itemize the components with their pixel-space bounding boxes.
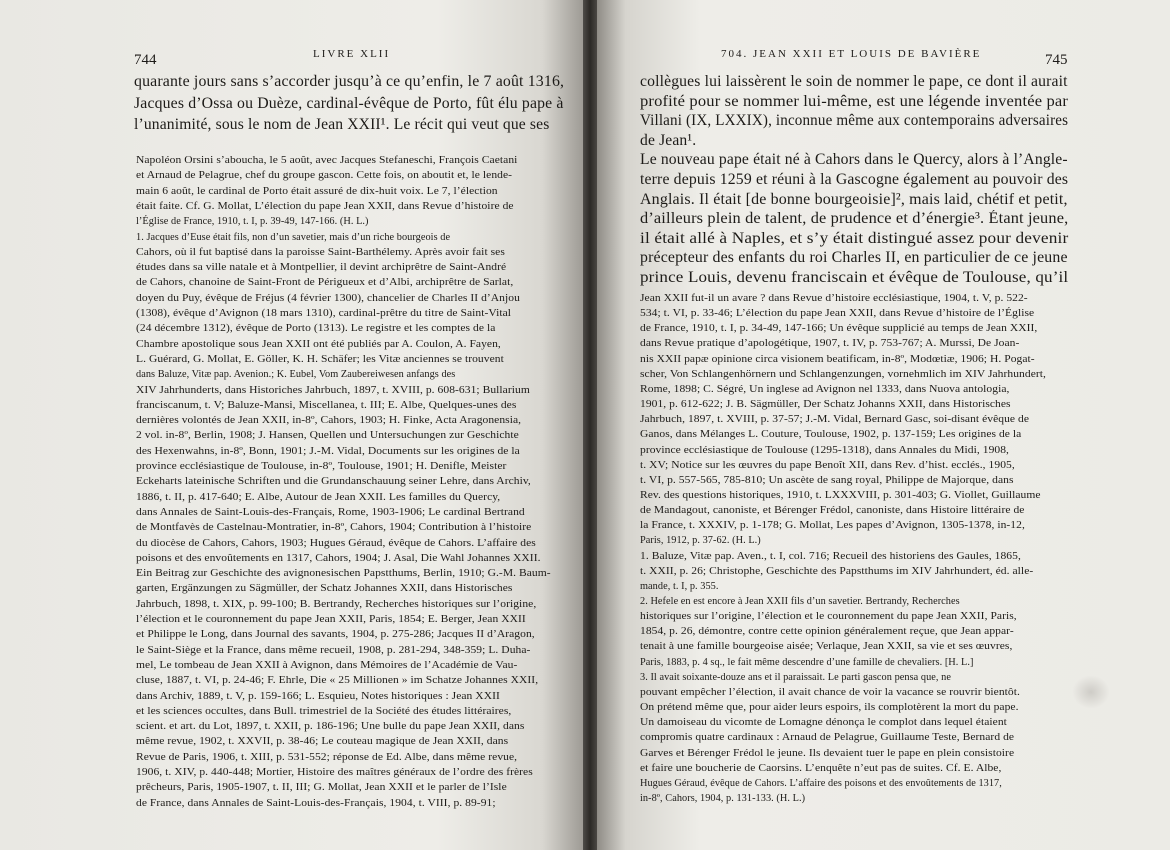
- footnote-line: Rev. des questions historiques, 1910, t. LXXXVIII, p. 301-403; G. Viollet, Guillaume: [640, 489, 1041, 501]
- footnote-line: prêcheurs, Paris, 1905-1907, t. II, III; G. Mollat, Jean XXII et le parler de l’Isle: [136, 782, 507, 794]
- footnote-line: dans Annales de Saint-Louis-des-Français, Rome, 1903-1906; Le cardinal Bertrand: [136, 506, 525, 518]
- footnote-line: pouvant empêcher l’élection, il avait chance de voir la vacance se rouvrir bientôt.: [640, 686, 1020, 698]
- footnote-line: dans Revue pratique d’apologétique, 1907, t. IV, p. 753-767; A. Murssi, De Joan-: [640, 338, 1020, 350]
- footnote-line: l’Église de France, 1910, t. I, p. 39-49, 147-166. (H. L.): [136, 216, 369, 228]
- footnote-line: même revue, 1902, t. XXVII, p. 38-46; Le couteau magique de Jean XXII, dans: [136, 736, 509, 748]
- footnote-line: Rome, 1898; C. Ségré, Un inglese ad Avignon nel 1333, dans Nuova antologia,: [640, 383, 1010, 395]
- footnote-line: 2. Hefele en est encore à Jean XXII fils d’un savetier. Bertrandy, Recherches: [640, 596, 960, 607]
- footnote-line: dans Baluze, Vitæ pap. Avenion.; K. Eubel, Vom Zaubereiwesen anfangs des: [136, 369, 456, 381]
- footnote-line: et Arnaud de Pelagrue, chef du groupe gascon. Cette fois, on aboutit et, le lende-: [136, 170, 513, 182]
- footnote-line: l’élection et le couronnement du pape Jean XXII, Paris, 1854; E. Berger, Jean XXII: [136, 614, 526, 625]
- footnote-line: 1906, t. XIV, p. 440-448; Mortier, Histoire des maîtres généraux de l’ordre des frères: [136, 767, 533, 778]
- body-line: de Jean¹.: [640, 131, 697, 149]
- footnote-line: Garves et Bérenger Frédol le jeune. Ils devaient tuer le pape en plein consistoire: [640, 747, 1015, 759]
- footnote-line: et Philippe le Long, dans Journal des savants, 1904, p. 275-286; Jacques II d’Aragon,: [136, 629, 535, 641]
- page-smudge: [1072, 675, 1110, 709]
- page-number: 745: [1045, 52, 1068, 68]
- footnote-line: 1. Baluze, Vitæ pap. Aven., t. I, col. 716; Recueil des historiens des Gaules, 1865,: [640, 550, 1021, 562]
- footnote-line: (24 décembre 1312), évêque de Porto (1313). Le registre et les comptes de la: [136, 323, 496, 335]
- footnote-line: dernières volontés de Jean XXII, in-8º, Cahors, 1903; H. Finke, Acta Aragonensia,: [136, 415, 522, 427]
- running-head: LIVRE XLII: [313, 48, 391, 60]
- footnote-line: doyen du Puy, évêque de Fréjus (4 février 1300), chancelier de Charles II d’Anjou: [136, 292, 520, 304]
- footnote-line: Eckeharts lateinische Schriften und die Grundanschauung seiner Lehre, dans Archiv,: [136, 476, 531, 488]
- footnote-line: dans Archiv, 1889, t. V, p. 159-166; L. Esquieu, Notes historiques : Jean XXII: [136, 690, 500, 702]
- footnote-line: le Saint-Siège et la France, dans même recueil, 1908, p. 281-294, 348-359; L. Duha-: [136, 644, 531, 656]
- footnote-line: 3. Il avait soixante-douze ans et il paraissait. Le parti gascon pensa que, ne: [640, 671, 951, 683]
- footnote-line: 534; t. VI, p. 33-46; L’élection du pape Jean XXII, dans Revue d’histoire de l’Église: [640, 308, 1035, 320]
- footnote-line: 2 vol. in-8º, Berlin, 1908; J. Hansen, Quellen und Untersuchungen zur Geschichte: [136, 430, 519, 442]
- footnote-line: nis XXII papæ opinione circa visionem beatificam, in-8º, Modœtiæ, 1906; H. Pogat-: [640, 353, 1035, 365]
- footnote-line: historiques sur l’origine, l’élection et le couronnement du pape Jean XXII, Paris,: [640, 611, 1017, 623]
- footnote-line: poisons et des envoûtements en 1317, Cahors, 1904; J. Asal, Die Wahl Johannes XXII.: [136, 552, 541, 564]
- footnote-line: compromis quatre cardinaux : Arnaud de Pelagrue, Guillaume Teste, Bernard de: [640, 732, 1015, 744]
- body-line: prince Louis, devenu franciscain et évêque de Toulouse, qu’il: [640, 269, 1069, 286]
- body-line: Anglais. Il était [de bonne bourgeoisie]², mais laid, chétif et petit,: [640, 190, 1068, 208]
- footnote-line: mel, Le tombeau de Jean XXII à Avignon, dans Mémoires de l’Académie de Vau-: [136, 659, 518, 671]
- book-gutter: [583, 0, 597, 850]
- footnote-line: Jahrbuch, 1897, t. XVIII, p. 37-57; J.-M. Vidal, Bernard Gasc, soi-disant évêque de: [640, 414, 1030, 426]
- footnote-line: Cahors, où il fut baptisé dans la paroisse Saint-Barthélemy. Après avoir fait ses: [136, 246, 505, 258]
- footnote-line: de Mandagout, canoniste, et Bérenger Frédol, canoniste, dans Histoire littéraire de: [640, 505, 1025, 517]
- body-line: Villani (IX, LXXIX), inconnue même aux contemporains adversaires: [640, 112, 1069, 130]
- footnote-line: 1. Jacques d’Euse était fils, non d’un savetier, mais d’un riche bourgeois de: [136, 231, 451, 243]
- footnote-line: et les sciences occultes, dans Bull. trimestriel de la Société des études littéraires,: [136, 705, 512, 717]
- body-line: il était allé à Naples, et s’y était distingué assez pour devenir: [640, 229, 1069, 247]
- footnote-line: de Cahors, chanoine de Saint-Front de Périgueux et d’Albi, archiprêtre de Sarlat,: [136, 277, 514, 289]
- running-head: 704. JEAN XXII ET LOUIS DE BAVIÈRE: [721, 48, 982, 60]
- footnote-line: province ecclésiastique de Toulouse, in-8º, Toulouse, 1901; H. Denifle, Meister: [136, 461, 507, 472]
- footnote-line: 1854, p. 26, démontre, contre cette opinion généralement reçue, que Jean appar-: [640, 626, 1014, 638]
- footnote-line: 1901, p. 612-622; J. B. Sägmüller, Der Schatz Johanns XXII, dans Historisches: [640, 399, 1011, 411]
- footnote-line: mande, t. I, p. 355.: [640, 580, 719, 592]
- footnote-line: Jahrbuch, 1898, t. XIX, p. 99-100; B. Bertrandy, Recherches historiques sur l’origine,: [136, 598, 537, 610]
- right-page: [597, 0, 1170, 850]
- footnote-line: de France, dans Annales de Saint-Louis-des-Français, 1904, t. VIII, p. 89-91;: [136, 797, 496, 809]
- footnote-line: t. VI, p. 557-565, 785-810; Un ascète de sang royal, Philippe de Majorque, dans: [640, 474, 1014, 486]
- body-line: Le nouveau pape était né à Cahors dans le Quercy, alors à l’Angle-: [640, 151, 1068, 169]
- footnote-line: cluse, 1887, t. VI, p. 24-46; F. Ehrle, Die « 25 Millionen » im Schatze Johannes XXII,: [136, 675, 539, 687]
- footnote-line: t. XXII, p. 26; Christophe, Geschichte des Papstthums im XIV Jahrhundert, éd. alle-: [640, 565, 1034, 577]
- footnote-line: Ein Beitrag zur Geschichte des avignonesischen Papstthums, Berlin, 1910; G.-M. Baum-: [136, 568, 551, 580]
- footnote-line: Napoléon Orsini s’aboucha, le 5 août, avec Jacques Stefaneschi, François Caetani: [136, 155, 518, 166]
- body-line: l’unanimité, sous le nom de Jean XXII¹. Le récit qui veut que ses: [134, 116, 550, 133]
- footnote-line: 1886, t. II, p. 417-640; E. Albe, Autour de Jean XXII. Les familles du Quercy,: [136, 491, 501, 503]
- footnote-line: Chambre apostolique sous Jean XXII ont été publiés par A. Coulon, A. Fayen,: [136, 338, 501, 350]
- footnote-line: t. XV; Notice sur les œuvres du pape Benoît XII, dans Rev. d’hist. ecclés., 1905,: [640, 459, 1015, 471]
- footnote-line: XIV Jahrhunderts, dans Historiches Jahrbuch, 1897, t. XVIII, p. 608-631; Bullarium: [136, 384, 530, 396]
- footnote-line: province ecclésiastique de Toulouse (1295-1318), dans Annales du Midi, 1908,: [640, 444, 1010, 456]
- page-number: 744: [134, 52, 157, 68]
- footnote-line: main 6 août, le cardinal de Porto était assuré de dix-huit voix. Le 7, l’élection: [136, 185, 498, 197]
- footnote-line: On prétend même que, pour aider leurs espoirs, ils complotèrent la mort du pape.: [640, 702, 1019, 714]
- footnote-line: des Hexenwahns, in-8º, Bonn, 1901; J.-M. Vidal, Documents sur les origines de la: [136, 445, 520, 457]
- footnote-line: garten, Ergänzungen zu Sägmüller, der Schatz Johannes XXII, dans Historisches: [136, 583, 513, 595]
- footnote-line: et faire une boucherie de Caorsins. L’enquête n’eut pas de suites. Cf. E. Albe,: [640, 762, 1002, 774]
- footnote-line: scient. et art. du Lot, 1897, t. XXII, p. 186-196; Une bulle du pape Jean XXII, dans: [136, 721, 525, 733]
- footnote-line: du diocèse de Cahors, Cahors, 1903; Hugues Géraud, évêque de Cahors. L’affaire des: [136, 537, 536, 549]
- body-line: Jacques d’Ossa ou Duèze, cardinal-évêque de Porto, fût élu pape à: [134, 94, 564, 112]
- footnote-line: la France, t. XXXIV, p. 1-178; G. Mollat, Les papes d’Avignon, 1305-1378, in-12,: [640, 520, 1025, 532]
- footnote-line: Revue de Paris, 1906, t. XIII, p. 531-552; réponse de Ed. Albe, dans même revue,: [136, 751, 518, 763]
- footnote-line: Paris, 1883, p. 4 sq., le fait même descendre d’une famille de chevaliers. [H. L.]: [640, 656, 974, 668]
- footnote-line: de Montfavès de Castelnau-Montratier, in-8º, Cahors, 1904; Contribution à l’histoire: [136, 522, 532, 534]
- body-line: profité pour se nommer lui-même, est une légende inventée par: [640, 92, 1069, 110]
- body-line: terre depuis 1259 et réuni à la Gascogne également au pouvoir des: [640, 171, 1069, 188]
- footnote-line: L. Guérard, G. Mollat, E. Göller, K. H. Schäfer; les Vitæ anciennes se trouvent: [136, 353, 504, 365]
- footnote-line: Un damoiseau du vicomte de Lomagne dénonça le complot dans lequel étaient: [640, 717, 1007, 729]
- footnote-line: de France, 1910, t. I, p. 34-49, 147-166; Un évêque supplicié au temps de Jean XXII,: [640, 323, 1038, 335]
- footnote-line: études dans sa ville natale et à Montpellier, il devint archiprêtre de Saint-André: [136, 262, 507, 274]
- body-line: précepteur des enfants du roi Charles II, en particulier de ce jeune: [640, 249, 1068, 267]
- footnote-line: tenait à une famille bourgeoise aisée; Verlaque, Jean XXII, sa vie et ses œuvres,: [640, 641, 1013, 653]
- footnote-line: (1308), évêque d’Avignon (18 mars 1310), cardinal-prêtre du titre de Saint-Vital: [136, 308, 512, 319]
- body-line: quarante jours sans s’accorder jusqu’à ce qu’enfin, le 7 août 1316,: [134, 73, 565, 90]
- footnote-line: Ganos, dans Mélanges L. Couture, Toulouse, 1902, p. 137-159; Les origines de la: [640, 429, 1022, 441]
- footnote-line: scher, Von Schlangenhörnern und Schlangenzungen, vornehmlich im XIV Jahrhundert,: [640, 368, 1046, 380]
- footnote-line: franciscanum, t. V; Baluze-Mansi, Miscellanea, t. III; E. Albe, Quelques-unes des: [136, 399, 517, 411]
- left-page: [0, 0, 583, 850]
- footnote-line: Hugues Géraud, évêque de Cahors. L’affaire des poisons et des envoûtements de 1317,: [640, 777, 1002, 789]
- footnote-line: était faite. Cf. G. Mollat, L’élection du pape Jean XXII, dans Revue d’histoire de: [136, 200, 514, 212]
- footnote-line: in-8º, Cahors, 1904, p. 131-133. (H. L.): [640, 792, 806, 804]
- footnote-line: Jean XXII fut-il un avare ? dans Revue d’histoire ecclésiastique, 1904, t. V, p. 522-: [640, 293, 1028, 304]
- footnote-line: Paris, 1912, p. 37-62. (H. L.): [640, 535, 761, 547]
- body-line: d’ailleurs plein de talent, de prudence et d’énergie³. Étant jeune,: [640, 210, 1069, 228]
- body-line: collègues lui laissèrent le soin de nommer le pape, ce dont il aurait: [640, 73, 1068, 90]
